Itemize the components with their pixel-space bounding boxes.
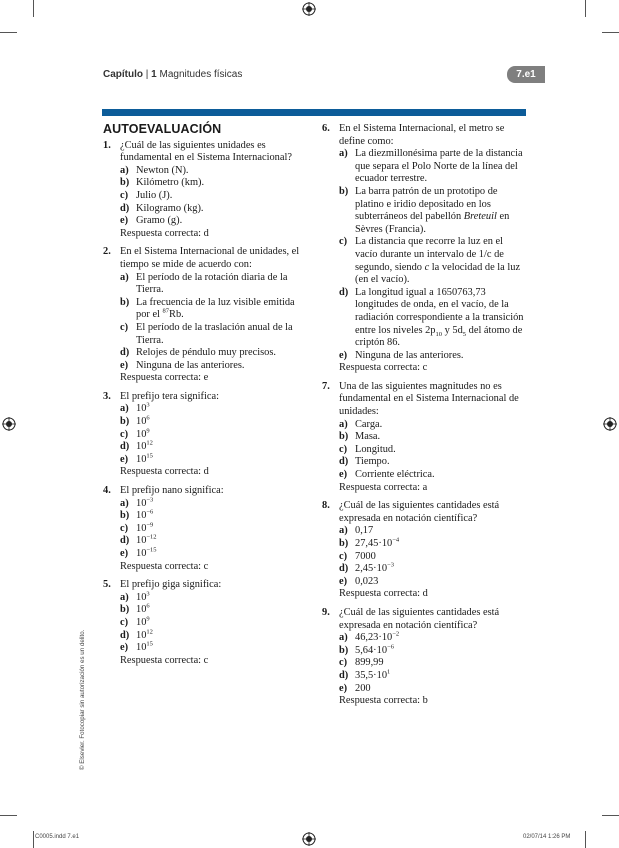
question-text: El prefijo nano significa: <box>120 485 224 497</box>
correct-answer: Respuesta correcta: c <box>120 654 209 666</box>
crop-mark <box>585 0 586 17</box>
crop-mark <box>33 0 34 17</box>
running-header: Capítulo | 1 Magnitudes físicas <box>103 69 243 80</box>
option-c: c) La distancia que recorre la luz en el vacío durante un intervalo de 1/c de segundo, siendo c la velocidad de la luz (en el vacío). <box>339 236 521 286</box>
question-text: ¿Cuál de las siguientes cantidades está expresada en notación científica? <box>339 606 500 631</box>
correct-answer: Respuesta correcta: c <box>120 560 209 572</box>
question-text: El prefijo tera significa: <box>120 390 219 402</box>
question-1: 1. ¿Cuál de las siguientes unidades es fundamental en el Sistema Internacional? a) Newton (N). b) Kilómetro (km). c) Julio (J). d) Kilogramo (kg). e) Gramo (g). Respuesta correcta: d <box>103 140 308 241</box>
crop-mark <box>585 831 586 848</box>
option-a: a) $10^3$ <box>120 402 150 415</box>
question-6: 6. En el Sistema Internacional, el metro se define como: a) La diezmillonésima parte de la distancia que separa el Polo Norte de la línea del ecuador terrestre. b) La barra patrón de un prototipo de platino e iridio depositado en los subterráneos del pabellón Breteuil en Sèvres (Francia). c) La distancia que recorre la luz en el vacío durante un intervalo de 1/c de segundo, siendo c la velocidad de la luz (en el vacío). d) La longitud igual a 1650763,73 longitudes de onda, en el vacío, de la radiación correspondiente a la transición entre los niveles $2p_{10}$ y $5d_5$ del átomo de criptón 86. e) Ninguna de las anteriores. Respuesta correcta: c <box>322 123 527 375</box>
option-a: a) El período de la rotación diaria de la Tierra. <box>120 271 288 296</box>
section-rule <box>102 109 526 116</box>
option-d: d) La longitud igual a 1650763,73 longitudes de onda, en el vacío, de la radiación correspondiente a la transición entre los niveles $2p_{10}$ y $5d_5$ del átomo de criptón 86. <box>339 286 524 349</box>
question-text: En el Sistema Internacional, el metro se define como: <box>339 123 505 147</box>
question-text: En el Sistema Internacional de unidades, el tiempo se mide de acuerdo con: <box>120 246 300 270</box>
question-7: 7. Una de las siguientes magnitudes no es fundamental en el Sistema Internacional de unidades: a) Carga. b) Masa. c) Longitud. d) Tiempo. e) Corriente eléctrica. Respuesta correcta: a <box>322 381 527 494</box>
left-column <box>103 123 308 673</box>
option-a: a) $46,23\cdot 10^{-2}$ <box>339 630 400 644</box>
option-a: a) 0,17 <box>339 525 374 537</box>
option-e: e) Corriente eléctrica. <box>339 469 435 481</box>
option-e: e) Ninguna de las anteriores. <box>339 349 464 361</box>
crop-mark <box>0 815 17 816</box>
registration-mark-icon <box>302 2 316 16</box>
option-d: d) $35,5\cdot 10^1$ <box>339 668 391 681</box>
crop-mark <box>602 32 619 33</box>
option-d: d) Tiempo. <box>339 456 390 468</box>
option-e: e) 200 <box>339 682 371 694</box>
correct-answer: Respuesta correcta: b <box>339 695 428 707</box>
question-text: ¿Cuál de las siguientes unidades es fundamental en el Sistema Internacional? <box>120 139 292 164</box>
option-e: e) $10^{-15}$ <box>120 546 157 559</box>
option-e: e) 0,023 <box>339 575 379 587</box>
question-text: Una de las siguientes magnitudes no es fundamental en el Sistema Internacional de unidades: <box>339 380 519 418</box>
correct-answer: Respuesta correcta: d <box>339 588 428 600</box>
option-d: d) Relojes de péndulo muy precisos. <box>120 347 276 359</box>
page-badge: 7.e1 <box>507 66 545 83</box>
option-e: e) $10^{15}$ <box>120 452 153 465</box>
correct-answer: Respuesta correcta: c <box>339 362 428 374</box>
crop-mark <box>0 32 17 33</box>
copyright-note: © Elsevier. Fotocopiar sin autorización es un delito. <box>79 629 86 770</box>
option-b: b) La barra patrón de un prototipo de platino e iridio depositado en los subterráneos del pabellón Breteuil en Sèvres (Francia). <box>339 185 510 235</box>
chapter-label: Capítulo <box>103 69 143 80</box>
question-2: 2. En el Sistema Internacional de unidades, el tiempo se mide de acuerdo con: a) El período de la rotación diaria de la Tierra. b) La frecuencia de la luz visible emitida por el $^{87}$Rb. c) El período de la traslación anual de la Tierra. d) Relojes de péndulo muy precisos. e) Ninguna de las anteriores. Respuesta correcta: e <box>103 246 308 385</box>
option-e: e) Gramo (g). <box>120 215 183 227</box>
option-d: d) Kilogramo (kg). <box>120 202 204 214</box>
option-c: c) 899,99 <box>339 657 384 669</box>
option-d: d) $2,45\cdot 10^{-3}$ <box>339 561 394 575</box>
correct-answer: Respuesta correcta: e <box>120 372 209 384</box>
option-b: b) $10^6$ <box>120 602 150 616</box>
correct-answer: Respuesta correcta: a <box>339 481 428 493</box>
option-e: e) Ninguna de las anteriores. <box>120 359 245 371</box>
option-d: d) $10^{12}$ <box>120 439 153 453</box>
footer-file: C0005.indd 7.e1 <box>35 834 80 840</box>
option-c: c) 7000 <box>339 550 376 562</box>
option-c: c) Longitud. <box>339 443 396 455</box>
option-c: c) El período de la traslación anual de la Tierra. <box>120 321 293 346</box>
section-title: AUTOEVALUACIÓN <box>103 122 222 136</box>
registration-mark-icon <box>302 832 316 846</box>
registration-mark-icon <box>603 417 617 431</box>
option-b: b) $27,45\cdot 10^{-4}$ <box>339 536 400 549</box>
footer-date: 02/07/14 1:26 PM <box>523 834 571 840</box>
question-3: 3. El prefijo tera significa: a) $10^3$ b) $10^6$ c) $10^9$ d) $10^{12}$ e) $10^{15}$ Respuesta correcta: d <box>103 391 308 479</box>
correct-answer: Respuesta correcta: d <box>120 227 209 239</box>
right-column <box>322 123 527 714</box>
question-text: El prefijo giga significa: <box>120 579 222 591</box>
option-a: a) Carga. <box>339 418 383 430</box>
question-5: 5. El prefijo giga significa: a) $10^3$ b) $10^6$ c) $10^9$ d) $10^{12}$ e) $10^{15}$ Respuesta correcta: c <box>103 579 308 667</box>
question-text: ¿Cuál de las siguientes cantidades está expresada en notación científica? <box>339 500 500 524</box>
option-b: b) $10^6$ <box>120 414 150 428</box>
correct-answer: Respuesta correcta: d <box>120 466 209 478</box>
option-b: b) Masa. <box>339 431 381 443</box>
option-a: a) Newton (N). <box>120 164 189 176</box>
option-c: c) $10^9$ <box>120 427 150 440</box>
option-c: c) $10^{-9}$ <box>120 521 154 534</box>
option-d: d) $10^{12}$ <box>120 628 153 641</box>
question-8: 8. ¿Cuál de las siguientes cantidades está expresada en notación científica? a) 0,17 b) $27,45\cdot 10^{-4}$ c) 7000 d) $2,45\cdot 10^{-3}$ e) 0,023 Respuesta correcta: d <box>322 500 527 601</box>
option-a: a) $10^3$ <box>120 590 150 603</box>
question-4: 4. El prefijo nano significa: a) $10^{-3}$ b) $10^{-6}$ c) $10^{-9}$ d) $10^{-12}$ e) $10^{-15}$ Respuesta correcta: c <box>103 485 308 573</box>
option-c: c) $10^9$ <box>120 615 150 628</box>
option-b: b) $5,64\cdot 10^{-6}$ <box>339 643 394 656</box>
option-b: b) Kilómetro (km). <box>120 177 205 189</box>
chapter-title: Magnitudes físicas <box>159 69 243 80</box>
crop-mark <box>602 815 619 816</box>
registration-mark-icon <box>2 417 16 431</box>
question-9: 9. ¿Cuál de las siguientes cantidades está expresada en notación científica? a) $46,23\cdot 10^{-2}$ b) $5,64\cdot 10^{-6}$ c) 899,99 d) $35,5\cdot 10^1$ e) 200 Respuesta correcta: b <box>322 607 527 708</box>
option-d: d) $10^{-12}$ <box>120 533 157 547</box>
option-a: a) $10^{-3}$ <box>120 496 154 509</box>
crop-mark <box>33 831 34 848</box>
option-e: e) $10^{15}$ <box>120 640 153 654</box>
option-b: b) $10^{-6}$ <box>120 508 154 522</box>
option-b: b) La frecuencia de la luz visible emitida por el $^{87}$Rb. <box>120 296 295 321</box>
option-c: c) Julio (J). <box>120 189 173 201</box>
chapter-number: 1 <box>151 69 157 80</box>
option-a: a) La diezmillonésima parte de la distancia que separa el Polo Norte de la línea del ecuador terrestre. <box>339 148 523 185</box>
